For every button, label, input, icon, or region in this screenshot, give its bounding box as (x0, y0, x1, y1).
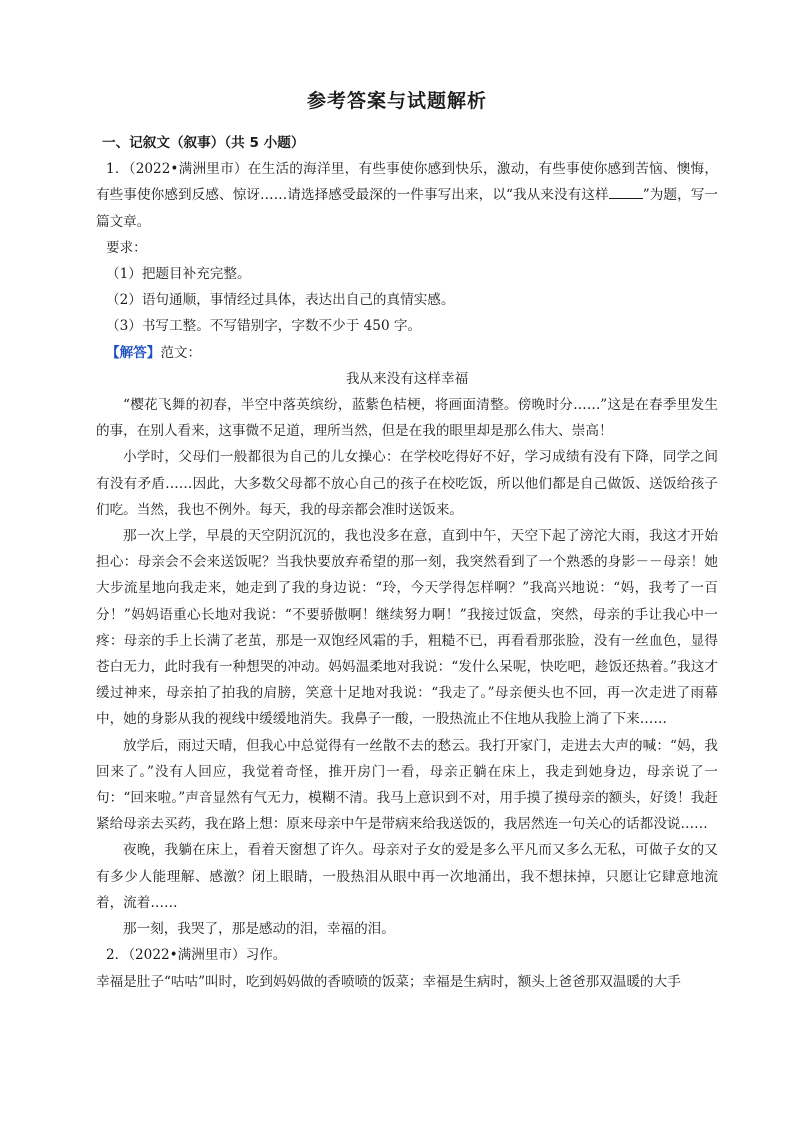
question-2-stem: 2．（2022•满洲里市）习作。 (106, 947, 287, 964)
question-1-stem-part2: ”为题，写一篇文章。 (96, 187, 718, 230)
answer-blank (609, 184, 643, 199)
essay-title: 我从来没有这样幸福 (345, 370, 469, 387)
page-title: 参考答案与试题解析 (306, 90, 487, 112)
essay-paragraph: 那一次上学，早晨的天空阴沉沉的，我也没多在意，直到中午，天空下起了滂沱大雨，我这才开始担心：母亲会不会来送饭呢？当我快要放弃希望的那一刻，我突然看到了一个熟悉的身影－－母亲！她大步流星地向我走来，她走到了我的身边说：“玲，今天学得怎样啊？”我高兴地说：“妈，我考了一百分！”妈妈语重心长地对我说：“不要骄傲啊！继续努力啊！”我接过饭盒，突然，母亲的手让我心中一疼：母亲的手上长满了老茧，那是一双饱经风霜的手，粗糙不已，再看看那张脸，没有一丝血色，显得苍白无力，此时我有一种想哭的冲动。妈妈温柔地对我说：“发什么呆呢，快吃吧，趁饭还热着。”我这才缓过神来，母亲拍了拍我的肩膀，笑意十足地对我说：“我走了。”母亲便头也不回，再一次走进了雨幕中，她的身影从我的视线中缓缓地消失。我鼻子一酸，一股热流止不住地从我脸上淌了下来…… (96, 528, 718, 728)
essay-paragraph: 小学时，父母们一般都很为自己的儿女操心：在学校吃得好不好，学习成绩有没有下降，同学之间有没有矛盾……因此，大多数父母都不放心自己的孩子在校吃饭，所以他们都是自己做饭、送饭给孩子们吃。当然，我也不例外。每天，我的母亲都会准时送饭来。 (96, 449, 718, 518)
requirement-1: （1）把题目补充完整。 (106, 266, 251, 283)
question-2-text: 幸福是肚子“咕咕”叫时，吃到妈妈做的香喷喷的饭菜；幸福是生病时，额头上爸爸那双温暖的大手 (96, 973, 681, 990)
answer-tag: 【解答】 (106, 344, 161, 361)
essay-paragraph: 夜晚，我躺在床上，看着天窗想了许久。母亲对子女的爱是多么平凡而又多么无私，可做子女的又有多少人能理解、感激？闭上眼睛，一股热泪从眼中再一次地涌出，我不想抹掉，只愿让它肆意地流着，流着…… (96, 842, 718, 911)
answer-line (96, 340, 718, 366)
document-body (96, 130, 718, 995)
requirements-label: 要求： (106, 239, 147, 256)
essay-paragraph: 放学后，雨过天晴，但我心中总觉得有一丝散不去的愁云。我打开家门，走进去大声的喊：“妈，我回来了。”没有人回应，我觉着奇怪，推开房门一看，母亲正躺在床上，我走到她身边，母亲说了一句：“回来啦。”声音显然有气无力，模糊不清。我马上意识到不对，用手摸了摸母亲的额头，好烫！我赶紧给母亲去买药，我在路上想：原来母亲中午是带病来给我送饭的，我居然连一句关心的话都没说…… (96, 737, 718, 833)
essay-paragraph: 那一刻，我哭了，那是感动的泪，幸福的泪。 (123, 921, 395, 938)
requirement-3: （3）书写工整。不写错别字，字数不少于 450 字。 (106, 318, 422, 335)
question-1-stem (96, 156, 718, 235)
requirement-2: （2）语句通顺，事情经过具体，表达出自己的真情实感。 (106, 292, 455, 309)
answer-suffix: 范文： (160, 344, 202, 361)
essay-paragraph: “樱花飞舞的初春，半空中落英缤纷，蓝紫色桔梗，将画面清整。傍晚时分……”这是在春季里发生的事，在别人看来，这事微不足道，理所当然，但是在我的眼里却是那么伟大、崇高！ (96, 397, 718, 440)
question-1-stem-part1: 1．（2022•满洲里市）在生活的海洋里，有些事使你感到快乐，激动，有些事使你感到苦恼、懊悔，有些事使你感到反感、惊讶……请选择感受最深的一件事写出来，以“我从来没有这样 (96, 161, 718, 204)
section-heading: 一、记叙文（叙事）（共 5 小题） (102, 135, 305, 151)
